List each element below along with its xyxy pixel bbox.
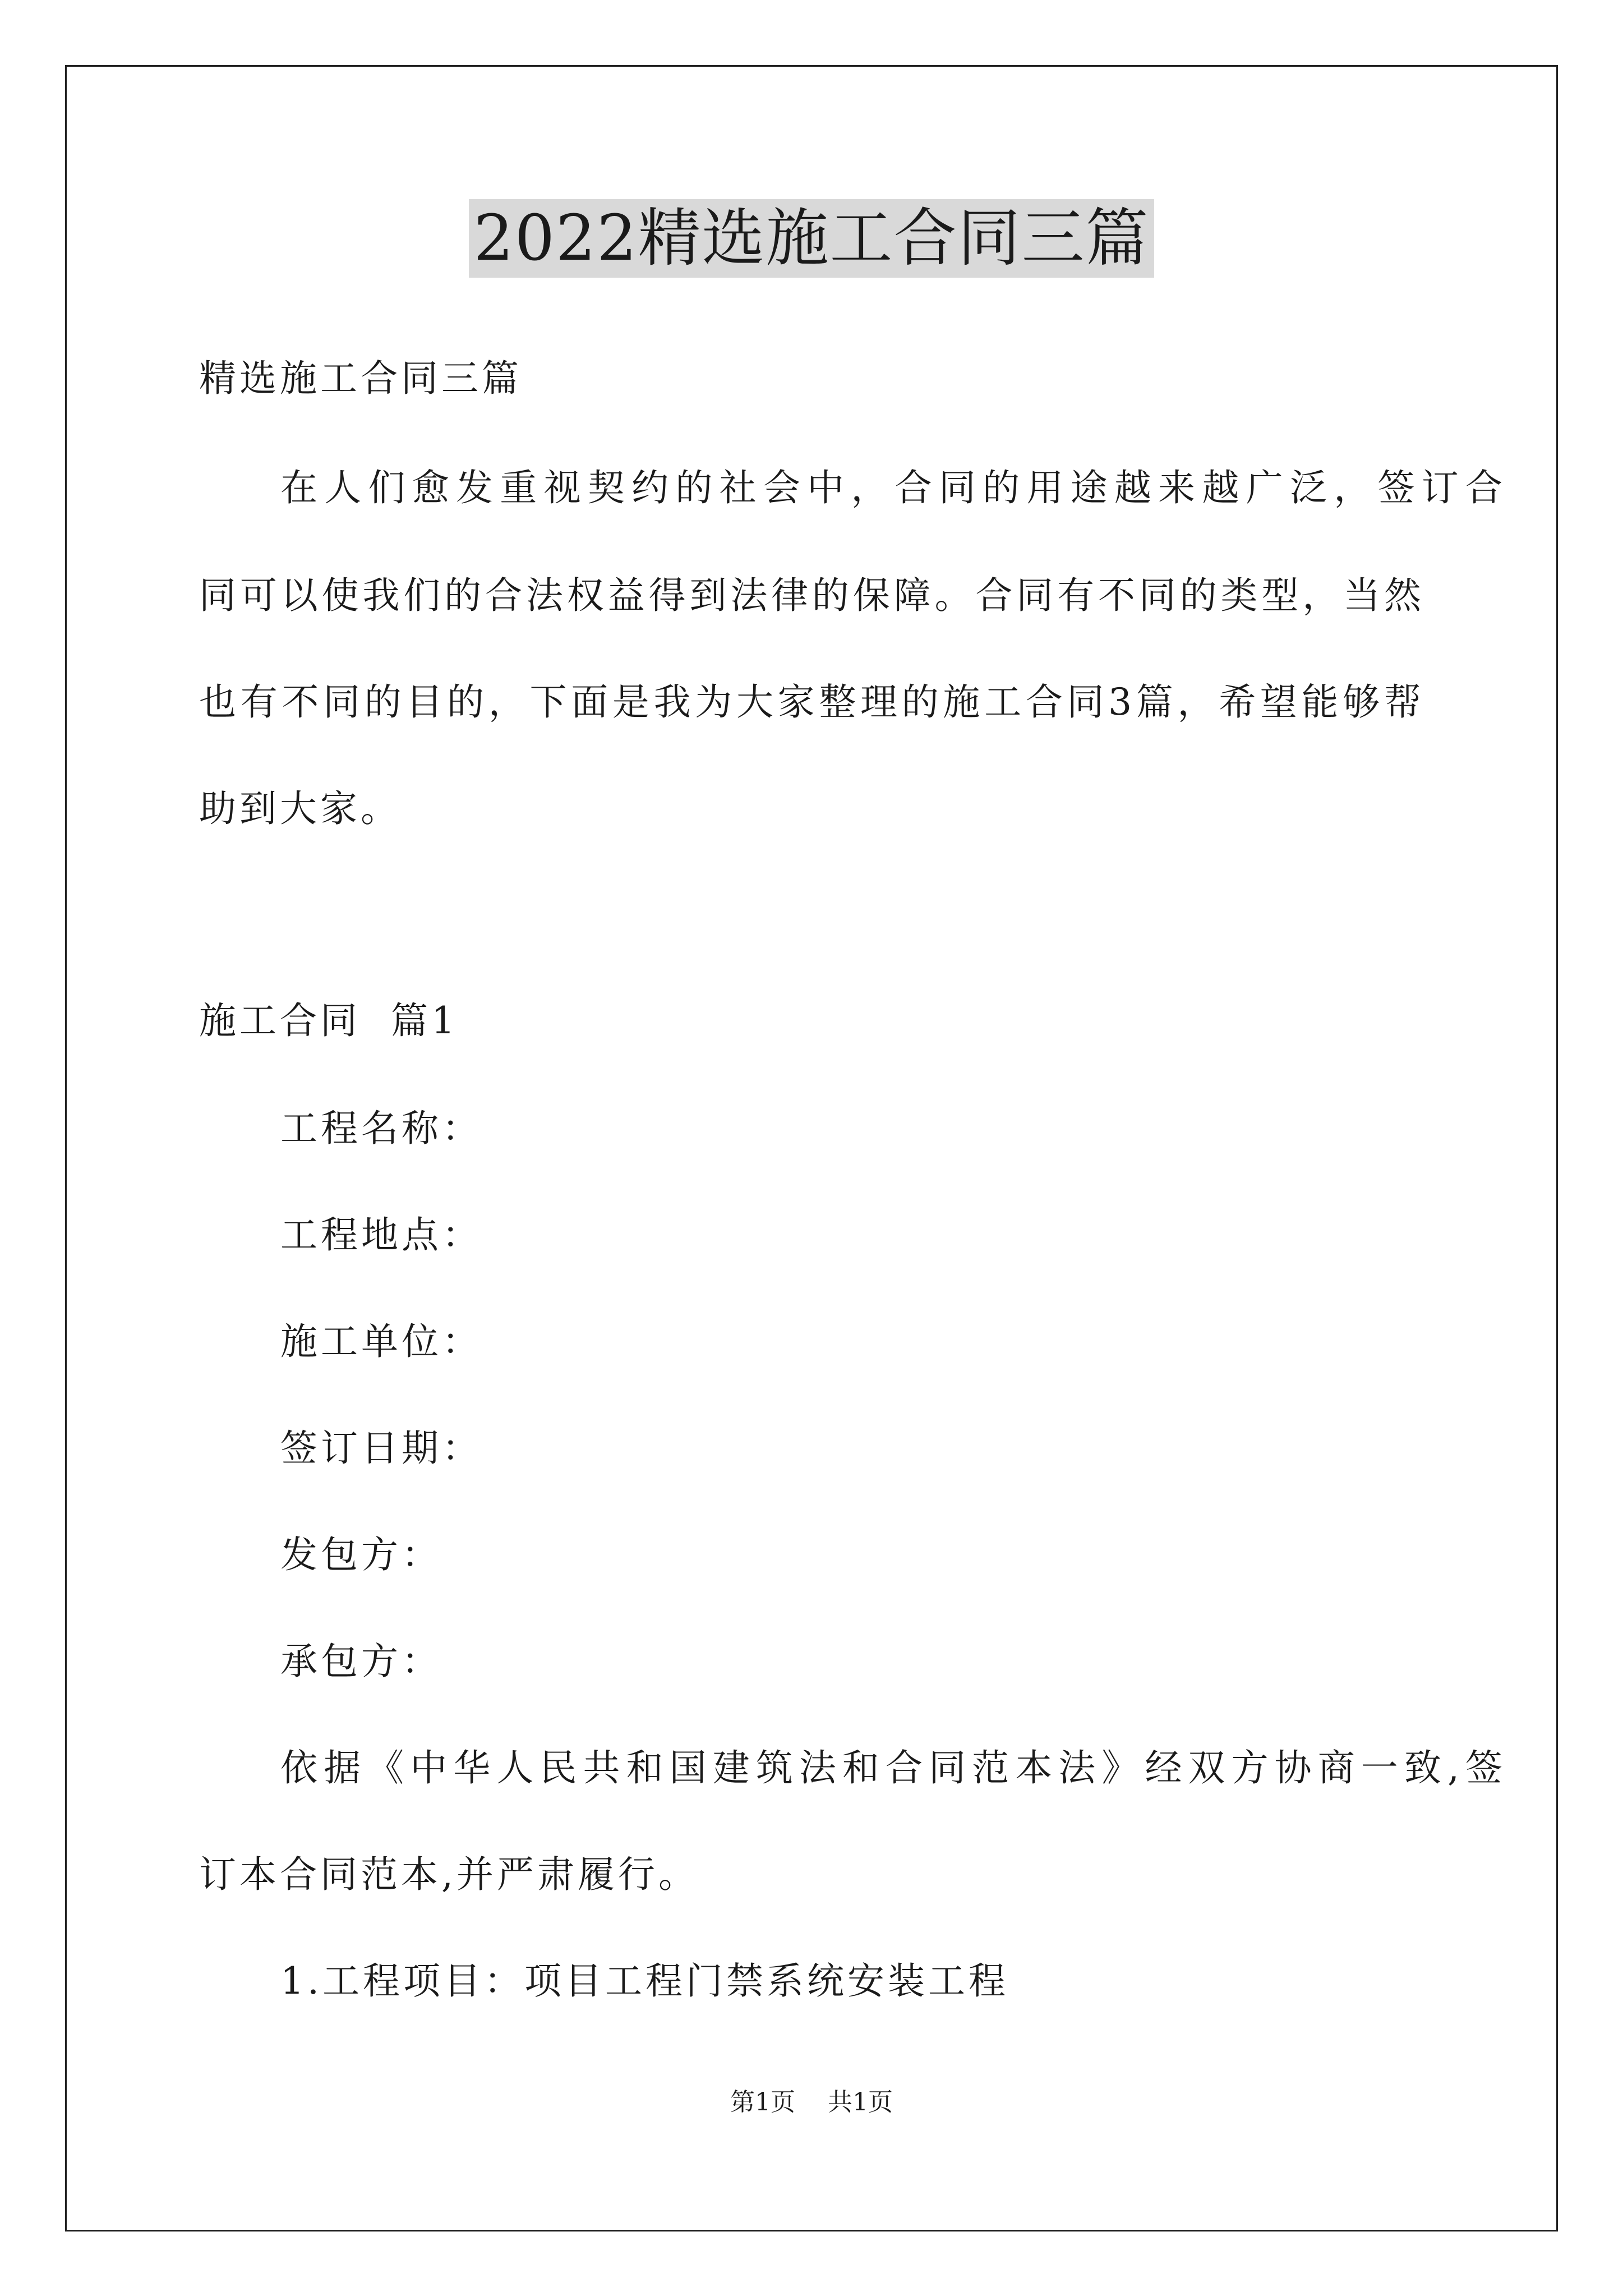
document-subtitle: 精选施工合同三篇 bbox=[199, 357, 522, 400]
section-heading: 施工合同 篇1 bbox=[199, 999, 458, 1042]
field-project-name: 工程名称： bbox=[280, 1107, 482, 1150]
item-1: 1.工程项目：项目工程门禁系统安装工程 bbox=[280, 1959, 1009, 2003]
title-container bbox=[0, 199, 1623, 278]
intro-line-4: 助到大家。 bbox=[199, 787, 401, 830]
field-project-location: 工程地点： bbox=[280, 1213, 482, 1257]
page-footer bbox=[0, 2087, 1623, 2118]
intro-line-2: 同可以使我们的合法权益得到法律的保障。合同有不同的类型，当然 bbox=[199, 574, 1424, 617]
field-employer: 发包方： bbox=[280, 1533, 442, 1576]
page-number-current: 第1页 bbox=[730, 2088, 795, 2116]
basis-line-1: 依据《中华人民共和国建筑法和合同范本法》经双方协商一致,签 bbox=[280, 1746, 1506, 1789]
intro-line-3: 也有不同的目的，下面是我为大家整理的施工合同3篇，希望能够帮 bbox=[199, 680, 1424, 724]
intro-line-1: 在人们愈发重视契约的社会中，合同的用途越来越广泛，签订合 bbox=[280, 466, 1506, 509]
field-contractor: 承包方： bbox=[280, 1640, 442, 1683]
page-number-total: 共1页 bbox=[828, 2088, 893, 2116]
field-signing-date: 签订日期： bbox=[280, 1427, 482, 1470]
field-construction-unit: 施工单位： bbox=[280, 1320, 482, 1363]
document-title: 2022精选施工合同三篇 bbox=[469, 199, 1154, 278]
basis-line-2: 订本合同范本,并严肃履行。 bbox=[199, 1853, 699, 1896]
